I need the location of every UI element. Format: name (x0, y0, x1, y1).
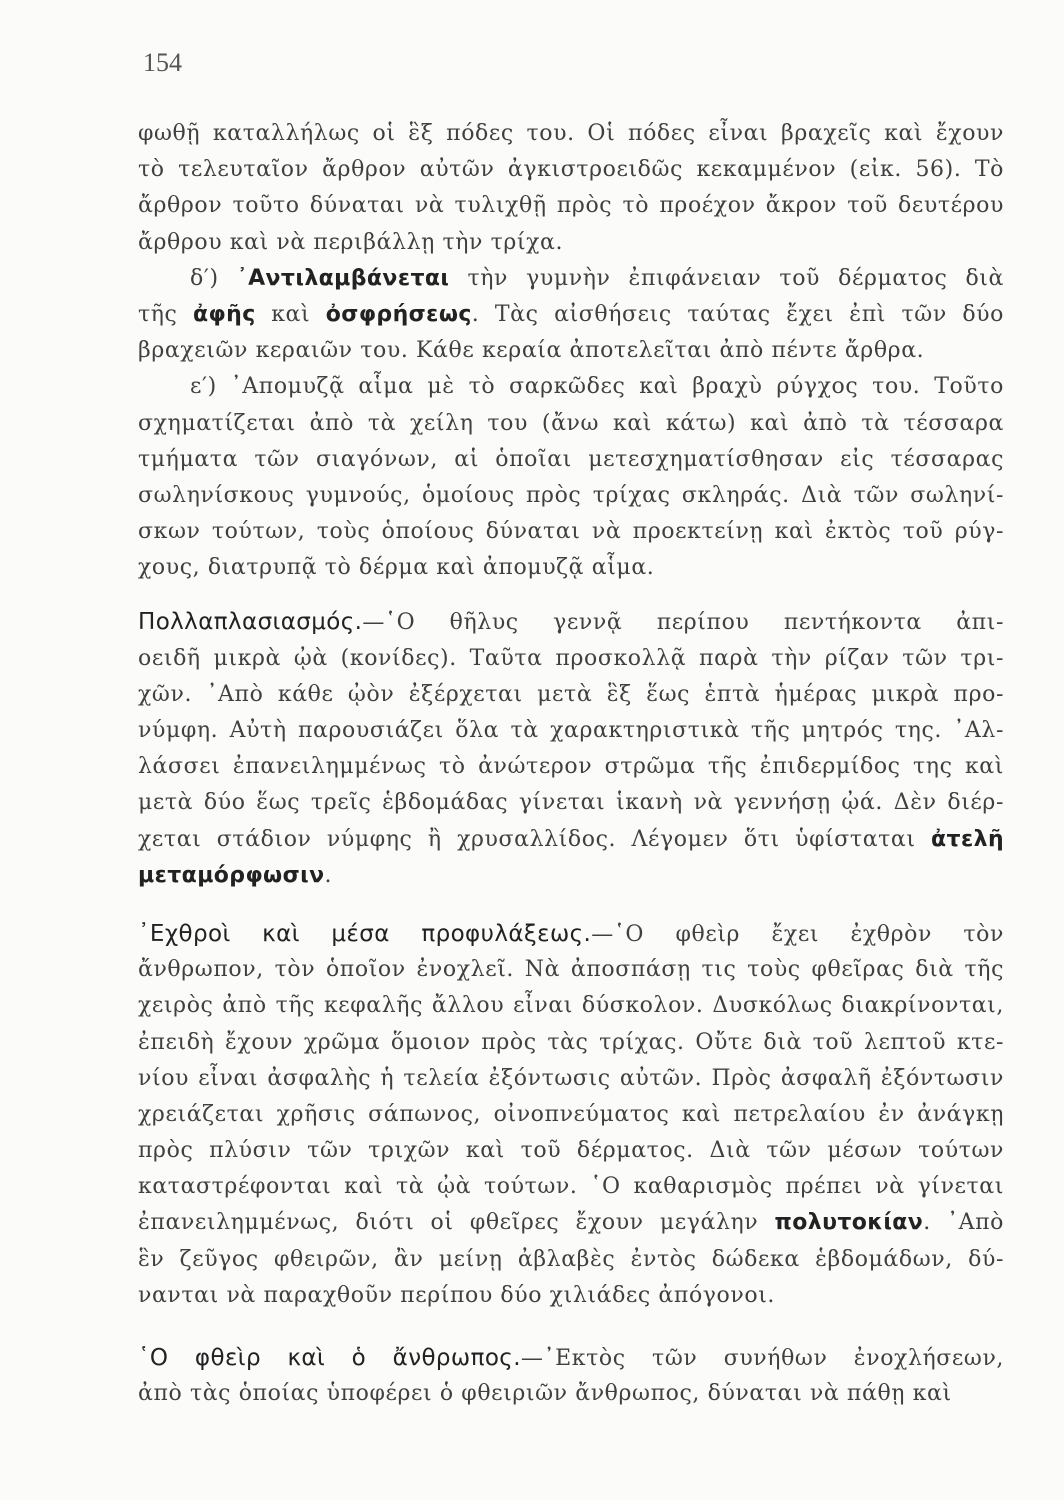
text-line (138, 1097, 1004, 1133)
text-run: . Τὰς αἰσθήσεις ταύτας ἔχει ἐπὶ τῶν δύο (471, 301, 1004, 327)
text-line (138, 406, 1004, 442)
text-run: καὶ (255, 301, 326, 327)
page-number: 154 (143, 48, 182, 77)
text-line (138, 677, 1004, 713)
paragraph (138, 916, 1004, 1314)
text-run: βραχειῶν κεραιῶν του. Κάθε κεραία ἀποτελεῖται ἀπὸ πέντε ἄρθρα. (138, 338, 925, 364)
text-line (138, 333, 1004, 369)
text-run: ἓν ζεῦγος φθειρῶν, ἂν μείνῃ ἀβλαβὲς ἐντὸς δώδεκα ἑβδομάδων, δύ- (138, 1246, 1004, 1272)
text-run: σωληνίσκους γυμνούς, ὁμοίους πρὸς τρίχας σκληράς. Διὰ τῶν σωληνί- (138, 482, 1004, 508)
text-line (138, 225, 1004, 261)
section-heading: ᾿Εχθροὶ καὶ μέσα προφυλάξεως. (138, 920, 592, 947)
text-line (138, 1340, 1004, 1376)
text-line (138, 1278, 1004, 1314)
text-line (138, 550, 1004, 586)
text-run: νύμφη. Αὐτὴ παρουσιάζει ὅλα τὰ χαρακτηριστικὰ τῆς μητρός της. ᾿Αλ- (138, 718, 1004, 743)
section-heading: ῾Ο φθεὶρ καὶ ὁ ἄνθρωπος. (138, 1345, 521, 1371)
text-run: δ′) (190, 265, 237, 291)
text-line (138, 604, 1004, 640)
text-run: ε′) ᾿Απομυζᾷ αἷμα μὲ τὸ σαρκῶδες καὶ βραχὺ ρύγχος του. Τοῦτο (190, 374, 1004, 400)
text-line (138, 749, 1004, 785)
text-line (138, 785, 1004, 821)
text-run: φωθῇ καταλλήλως οἱ ἓξ πόδες του. Οἱ πόδες εἶναι βραχεῖς καὶ ἔχουν (138, 121, 1004, 146)
text-line (138, 1061, 1004, 1097)
text-run: ἐπανειλημμένως, διότι οἱ φθεῖρες ἔχουν μεγάλην (138, 1210, 775, 1236)
paragraph (138, 116, 1004, 261)
text-line (138, 1133, 1004, 1169)
text-run: —῾Ο φθεὶρ ἔχει ἐχθρὸν τὸν (591, 921, 1005, 947)
text-line (138, 713, 1004, 749)
text-line (138, 297, 1004, 333)
text-run: . (324, 862, 333, 888)
text-line (138, 1242, 1004, 1278)
text-run: οειδῆ μικρὰ ᾠὰ (κονίδες). Ταῦτα προσκολλᾷ παρὰ τὴν ρίζαν τῶν τρι- (138, 645, 1004, 671)
text-line (138, 261, 1004, 297)
text-run: λάσσει ἐπανειλημμένως τὸ ἀνώτερον στρῶμα τῆς ἐπιδερμίδος της καὶ (138, 754, 1004, 780)
text-run: νανται νὰ παραχθοῦν περίπου δύο χιλιάδες ἀπόγονοι. (138, 1282, 776, 1308)
text-run: ἄρθρου καὶ νὰ περιβάλλῃ τὴν τρίχα. (138, 229, 564, 255)
bold-term: ἀτελῆ (931, 826, 1004, 852)
text-line (138, 188, 1004, 224)
text-run: πρὸς πλύσιν τῶν τριχῶν καὶ τοῦ δέρματος. Διὰ τῶν μέσων τούτων (138, 1138, 1004, 1164)
text-line (138, 369, 1004, 405)
text-run: —῾Ο θῆλυς γεννᾷ περίπου πεντήκοντα ἀπι- (362, 610, 1004, 636)
text-run: . ᾿Απὸ (923, 1210, 1004, 1236)
text-line (138, 858, 1004, 894)
section-heading: Πολλαπλασιασμός. (138, 609, 363, 636)
bold-term: ᾿Αντιλαμβάνεται (236, 265, 450, 291)
text-run: τὸ τελευταῖον ἄρθρον αὐτῶν ἀγκιστροειδῶς κεκαμμένον (εἰκ. 56). Τὸ (138, 157, 1004, 183)
bold-term: ἀφῆς (193, 301, 256, 327)
text-line (138, 988, 1004, 1024)
text-run: τῆς (138, 301, 194, 327)
text-run: ἐπειδὴ ἔχουν χρῶμα ὅμοιον πρὸς τὰς τρίχας. Οὔτε διὰ τοῦ λεπτοῦ κτε- (138, 1029, 1004, 1055)
text-run: καταστρέφονται καὶ τὰ ᾠὰ τούτων. ῾Ο καθαρισμὸς πρέπει νὰ γίνεται (138, 1174, 1004, 1200)
text-run: νίου εἶναι ἀσφαλὴς ἡ τελεία ἐξόντωσις αὐτῶν. Πρὸς ἀσφαλῆ ἐξόντωσιν (138, 1065, 1004, 1091)
text-line (138, 442, 1004, 478)
text-line (138, 478, 1004, 514)
page-text (138, 116, 1004, 1412)
text-run: χειρὸς ἀπὸ τῆς κεφαλῆς ἄλλου εἶναι δύσκολον. Δυσκόλως διακρίνονται, (138, 993, 1004, 1019)
text-run: ἀπὸ τὰς ὁποίας ὑποφέρει ὁ φθειριῶν ἄνθρωπος, δύναται νὰ πάθῃ καὶ (138, 1381, 952, 1407)
paragraph (138, 369, 1004, 586)
text-run: τὴν γυμνὴν ἐπιφάνειαν τοῦ δέρματος διὰ (449, 265, 1004, 291)
text-line (138, 641, 1004, 677)
text-line (138, 1205, 1004, 1241)
text-line (138, 1169, 1004, 1205)
text-run: ἄνθρωπον, τὸν ὁποῖον ἐνοχλεῖ. Νὰ ἀποσπάσῃ τις τοὺς φθεῖρας διὰ τῆς (138, 957, 1004, 983)
text-line (138, 1025, 1004, 1061)
text-line (138, 822, 1004, 858)
text-line (138, 514, 1004, 550)
text-run: σκων τούτων, τοὺς ὁποίους δύναται νὰ προεκτείνῃ καὶ ἐκτὸς τοῦ ρύγ- (138, 519, 1004, 545)
text-line (138, 1376, 1004, 1412)
text-line (138, 952, 1004, 988)
text-line (138, 116, 1004, 152)
bold-term: μεταμόρφωσιν (138, 862, 325, 888)
text-line (138, 152, 1004, 188)
paragraph (138, 1340, 1004, 1412)
bold-term: πολυτοκίαν (774, 1210, 924, 1236)
text-run: χρειάζεται χρῆσις σάπωνος, οἰνοπνεύματος καὶ πετρελαίου ἐν ἀνάγκῃ (138, 1101, 1004, 1127)
text-run: χῶν. ᾿Απὸ κάθε ᾠὸν ἐξέρχεται μετὰ ἓξ ἕως ἑπτὰ ἡμέρας μικρὰ προ- (138, 681, 1004, 707)
paragraph (138, 604, 1004, 894)
text-run: τμήματα τῶν σιαγόνων, αἱ ὁποῖαι μετεσχηματίσθησαν εἰς τέσσαρας (138, 446, 1004, 472)
text-run: σχηματίζεται ἀπὸ τὰ χείλη του (ἄνω καὶ κάτω) καὶ ἀπὸ τὰ τέσσαρα (138, 410, 1004, 436)
text-line (138, 916, 1004, 952)
bold-term: ὀσφρήσεως (325, 301, 472, 327)
text-run: —᾿Εκτὸς τῶν συνήθων ἐνοχλήσεων, (520, 1346, 1005, 1371)
paragraph (138, 261, 1004, 370)
text-run: μετὰ δύο ἕως τρεῖς ἑβδομάδας γίνεται ἱκανὴ νὰ γεννήσῃ ᾠά. Δὲν διέρ- (138, 790, 1004, 816)
text-run: χους, διατρυπᾷ τὸ δέρμα καὶ ἀπομυζᾷ αἷμα. (138, 555, 655, 581)
text-run: ἄρθρον τοῦτο δύναται νὰ τυλιχθῇ πρὸς τὸ προέχον ἄκρον τοῦ δευτέρου (138, 193, 1004, 219)
text-run: χεται στάδιον νύμφης ἢ χρυσαλλίδος. Λέγομεν ὅτι ὑφίσταται (138, 826, 932, 852)
